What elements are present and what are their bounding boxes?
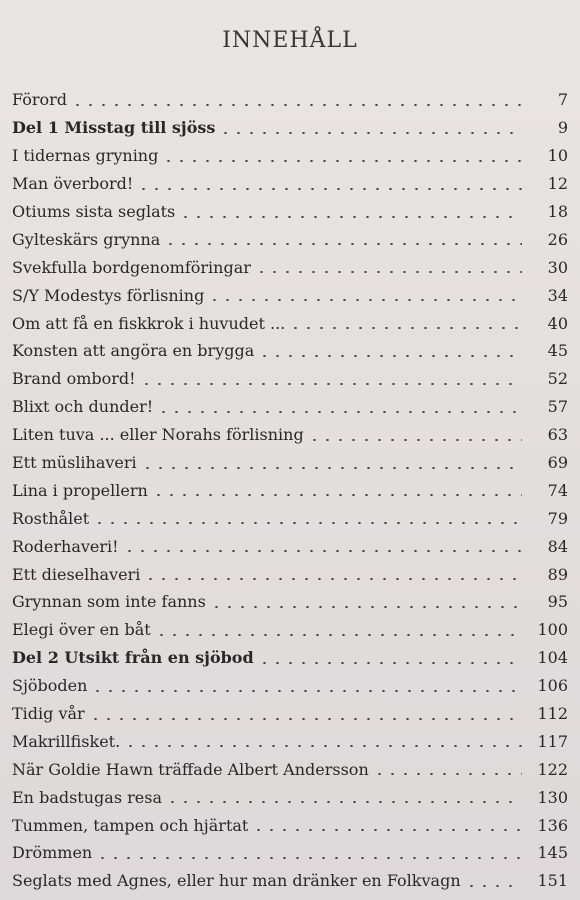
toc-entry bbox=[12, 867, 568, 895]
toc-entry-title: Del 1 Misstag till sjöss bbox=[12, 118, 216, 138]
toc-entry bbox=[12, 170, 568, 198]
toc-entry bbox=[12, 700, 568, 728]
toc-entry-title: Ett dieselhaveri bbox=[12, 564, 141, 584]
toc-page-number: 106 bbox=[537, 676, 568, 696]
toc-entry-title: En badstugas resa bbox=[12, 787, 162, 807]
dot-leader bbox=[179, 216, 522, 218]
toc-section-heading bbox=[12, 114, 568, 142]
toc-page-number: 104 bbox=[537, 648, 568, 668]
toc-page-number: 12 bbox=[547, 174, 568, 194]
toc-page-number: 10 bbox=[547, 146, 568, 166]
toc-page-number: 89 bbox=[547, 564, 568, 584]
toc-entry bbox=[12, 281, 568, 309]
dot-leader bbox=[141, 467, 522, 469]
toc-page-number: 130 bbox=[537, 787, 568, 807]
toc-entry-title: Förord bbox=[12, 90, 68, 110]
dot-leader bbox=[166, 801, 522, 803]
toc-entry-title: Roderhaveri! bbox=[12, 536, 119, 556]
toc-entry bbox=[12, 672, 568, 700]
toc-entry-title: Seglats med Agnes, eller hur man dränker en Folkvagn bbox=[12, 871, 461, 891]
toc-entry bbox=[12, 560, 568, 588]
toc-page-number: 9 bbox=[557, 118, 568, 138]
toc-page-number: 57 bbox=[547, 397, 568, 417]
dot-leader bbox=[289, 327, 522, 329]
toc-page-number: 40 bbox=[547, 313, 568, 333]
toc-entry bbox=[12, 616, 568, 644]
dot-leader bbox=[91, 690, 522, 692]
toc-page-number: 63 bbox=[547, 425, 568, 445]
toc-entry-title: Rosthålet bbox=[12, 508, 90, 528]
dot-leader bbox=[93, 522, 522, 524]
toc-entry bbox=[12, 309, 568, 337]
toc-entry bbox=[12, 476, 568, 504]
toc-page-number: 117 bbox=[537, 731, 568, 751]
toc-page-number: 95 bbox=[547, 592, 568, 612]
toc-page-number: 84 bbox=[547, 536, 568, 556]
toc-entry bbox=[12, 86, 568, 114]
toc-entry bbox=[12, 811, 568, 839]
toc-entry-title: Grynnan som inte fanns bbox=[12, 592, 206, 612]
dot-leader bbox=[373, 773, 522, 775]
dot-leader bbox=[258, 355, 522, 357]
toc-entry bbox=[12, 142, 568, 170]
toc-entry-title: Tummen, tampen och hjärtat bbox=[12, 815, 249, 835]
toc-entry bbox=[12, 532, 568, 560]
toc-page-number: 122 bbox=[537, 759, 568, 779]
dot-leader bbox=[89, 718, 522, 720]
toc-entry bbox=[12, 225, 568, 253]
dot-leader bbox=[162, 160, 522, 162]
toc-entry bbox=[12, 253, 568, 281]
dot-leader bbox=[208, 299, 522, 301]
toc-entry-title: Liten tuva ... eller Norahs förlisning bbox=[12, 425, 304, 445]
toc-entry-title: Del 2 Utsikt från en sjöbod bbox=[12, 648, 254, 668]
toc-page-number: 79 bbox=[547, 508, 568, 528]
dot-leader bbox=[157, 411, 522, 413]
toc-page-number: 45 bbox=[547, 341, 568, 361]
toc-entry bbox=[12, 783, 568, 811]
dot-leader bbox=[140, 383, 522, 385]
toc-page-number: 69 bbox=[547, 453, 568, 473]
toc-entry-title: Konsten att angöra en brygga bbox=[12, 341, 255, 361]
toc-page-number: 7 bbox=[557, 90, 568, 110]
dot-leader bbox=[137, 188, 522, 190]
dot-leader bbox=[144, 578, 522, 580]
toc-entry-title: Brand ombord! bbox=[12, 369, 136, 389]
toc-page-number: 100 bbox=[537, 620, 568, 640]
toc-entry-title: Drömmen bbox=[12, 843, 93, 863]
toc-page-number: 74 bbox=[547, 480, 568, 500]
toc-entry-title: I tidernas gryning bbox=[12, 146, 159, 166]
toc-page-number: 112 bbox=[537, 704, 568, 724]
toc-page-number: 151 bbox=[537, 871, 568, 891]
toc-entry bbox=[12, 449, 568, 477]
toc-entry-title: Gylteskärs grynna bbox=[12, 229, 161, 249]
dot-leader bbox=[71, 104, 522, 106]
toc-entry-title: S/Y Modestys förlisning bbox=[12, 285, 205, 305]
toc-section-heading bbox=[12, 644, 568, 672]
toc-entry bbox=[12, 198, 568, 226]
toc-entry-title: Svekfulla bordgenomföringar bbox=[12, 257, 251, 277]
dot-leader bbox=[152, 494, 522, 496]
toc-entry bbox=[12, 393, 568, 421]
toc-page-number: 30 bbox=[547, 257, 568, 277]
toc-page-number: 34 bbox=[547, 285, 568, 305]
toc-entry-title: Tidig vår bbox=[12, 704, 85, 724]
toc-page-number: 52 bbox=[547, 369, 568, 389]
toc-entry-title: När Goldie Hawn träffade Albert Andersson bbox=[12, 759, 369, 779]
toc-entry-title: Lina i propellern bbox=[12, 480, 148, 500]
dot-leader bbox=[164, 243, 522, 245]
toc-entry-title: Elegi över en båt bbox=[12, 620, 151, 640]
dot-leader bbox=[124, 745, 522, 747]
toc-entry-title: Blixt och dunder! bbox=[12, 397, 154, 417]
dot-leader bbox=[255, 271, 522, 273]
toc-entry-title: Otiums sista seglats bbox=[12, 202, 176, 221]
dot-leader bbox=[258, 662, 522, 664]
dot-leader bbox=[219, 132, 522, 134]
toc-page-number: 145 bbox=[537, 843, 568, 863]
toc-entry bbox=[12, 839, 568, 867]
toc-entry bbox=[12, 727, 568, 755]
table-of-contents bbox=[12, 86, 568, 895]
toc-entry-title: Om att få en fiskkrok i huvudet ... bbox=[12, 313, 286, 333]
toc-entry bbox=[12, 588, 568, 616]
dot-leader bbox=[210, 606, 522, 608]
toc-page-number: 136 bbox=[537, 815, 568, 835]
toc-entry bbox=[12, 365, 568, 393]
toc-page-number: 26 bbox=[547, 229, 568, 249]
page-title: INNEHÅLL bbox=[222, 28, 358, 53]
toc-entry bbox=[12, 755, 568, 783]
toc-page-number: 18 bbox=[547, 202, 568, 221]
dot-leader bbox=[465, 885, 522, 887]
dot-leader bbox=[96, 857, 522, 859]
toc-entry bbox=[12, 504, 568, 532]
toc-entry-title: Ett müslihaveri bbox=[12, 453, 137, 473]
dot-leader bbox=[123, 550, 522, 552]
toc-entry-title: Man överbord! bbox=[12, 174, 134, 194]
dot-leader bbox=[252, 829, 522, 831]
toc-entry bbox=[12, 421, 568, 449]
toc-entry-title: Sjöboden bbox=[12, 676, 88, 696]
toc-entry-title: Makrillfisket. bbox=[12, 731, 121, 751]
dot-leader bbox=[308, 439, 522, 441]
toc-entry bbox=[12, 337, 568, 365]
dot-leader bbox=[155, 634, 522, 636]
